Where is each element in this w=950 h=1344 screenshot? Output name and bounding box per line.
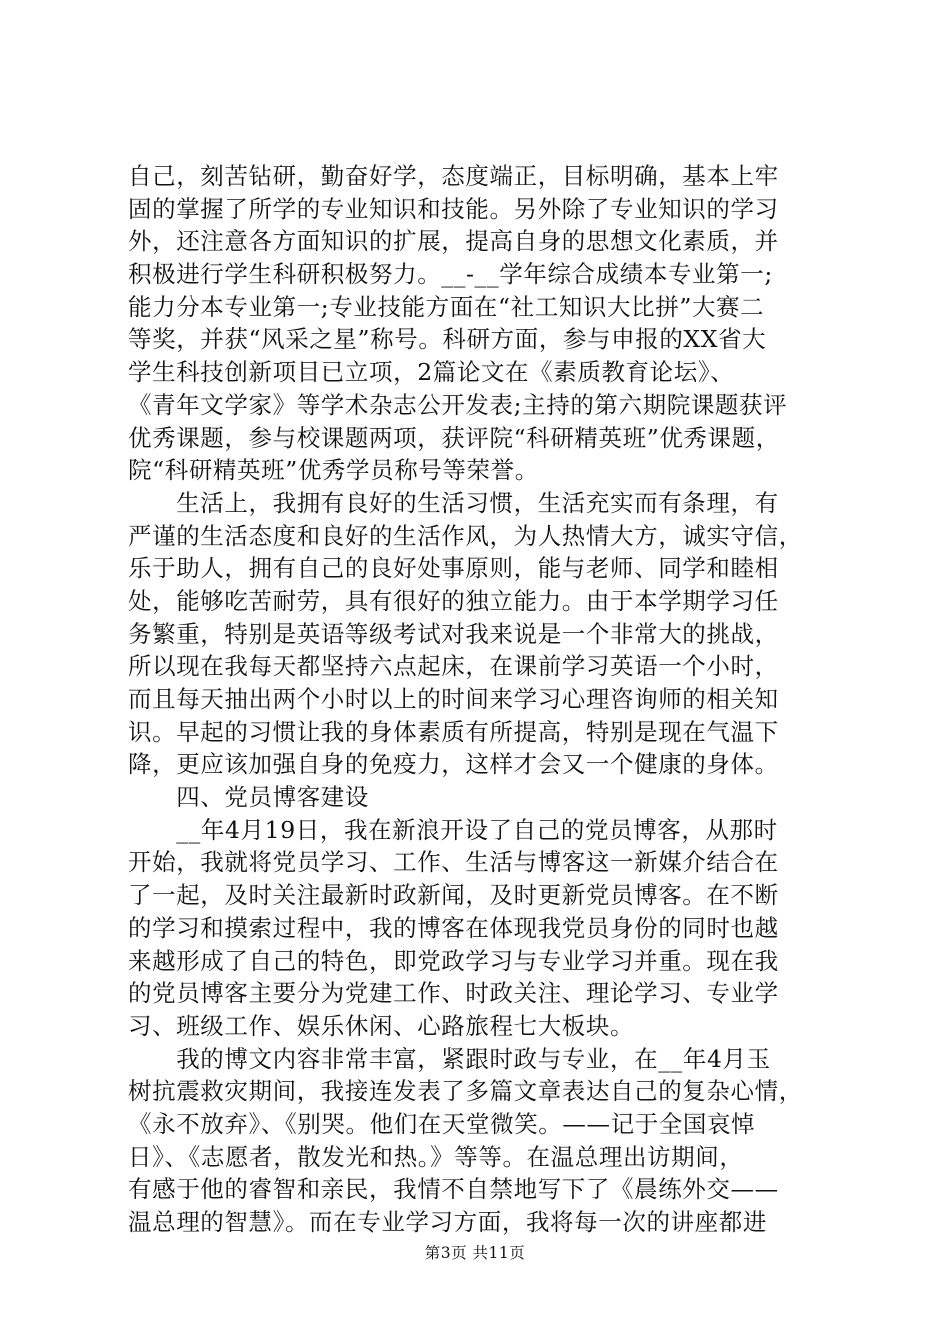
- text-line: 习、班级工作、娱乐休闲、心路旅程七大板块。: [128, 1011, 635, 1040]
- text-line: 来越形成了自己的特色，即党政学习与专业学习并重。现在我: [128, 946, 779, 975]
- text-line: 乐于助人，拥有自己的良好处事原则，能与老师、同学和睦相: [128, 554, 779, 583]
- text-line: 等奖，并获“风采之星”称号。科研方面，参与申报的XX省大: [128, 325, 767, 354]
- text-line: 自己，刻苦钻研，勤奋好学，态度端正，目标明确，基本上牢: [128, 162, 779, 190]
- text-line: 学生科技创新项目已立项，2篇论文在《素质教育论坛》、: [128, 358, 735, 387]
- text-line: 《青年文学家》等学术杂志公开发表;主持的第六期院课题获评: [128, 390, 788, 419]
- text-line: 有感于他的睿智和亲民，我情不自禁地写下了《晨练外交——: [128, 1175, 779, 1204]
- text-line: 固的掌握了所学的专业知识和技能。另外除了专业知识的学习: [128, 194, 779, 223]
- text-line: 树抗震救灾期间，我接连发表了多篇文章表达自己的复杂心情，: [128, 1077, 803, 1106]
- text-line: 的学习和摸索过程中，我的博客在体现我党员身份的同时也越: [128, 913, 779, 942]
- text-line: 外，还注意各方面知识的扩展，提高自身的思想文化素质，并: [128, 227, 779, 256]
- body-text: [128, 160, 840, 1239]
- text-line: 务繁重，特别是英语等级考试对我来说是一个非常大的挑战，: [128, 619, 779, 648]
- text-line: 识。早起的习惯让我的身体素质有所提高，特别是现在气温下: [128, 717, 779, 746]
- text-line: 日》、《志愿者，散发光和热。》等等。在温总理出访期间，: [128, 1142, 744, 1171]
- text-line: 处，能够吃苦耐劳，具有很好的独立能力。由于本学期学习任: [128, 586, 779, 615]
- text-line: 降，更应该加强自身的免疫力，这样才会又一个健康的身体。: [128, 750, 779, 779]
- text-line: 温总理的智慧》。而在专业学习方面，我将每一次的讲座都进: [128, 1208, 767, 1236]
- text-line: 院“科研精英班”优秀学员称号等荣誉。: [128, 456, 539, 485]
- text-line: 而且每天抽出两个小时以上的时间来学习心理咨询师的相关知: [128, 685, 779, 713]
- text-line: __年4月19日，我在新浪开设了自己的党员博客，从那时: [128, 815, 778, 844]
- text-line: 《永不放弃》、《别哭。他们在天堂微笑。——记于全国哀悼: [128, 1109, 756, 1138]
- text-line: 优秀课题，参与校课题两项，获评院“科研精英班”优秀课题，: [128, 423, 780, 452]
- text-line: 开始，我就将党员学习、工作、生活与博客这一新媒介结合在: [128, 848, 779, 877]
- text-line: 严谨的生活态度和良好的生活作风，为人热情大方，诚实守信，: [128, 521, 803, 550]
- text-line: 所以现在我每天都坚持六点起床，在课前学习英语一个小时，: [128, 652, 779, 681]
- text-line: 四、党员博客建设: [128, 783, 369, 812]
- text-line: 能力分本专业第一;专业技能方面在“社工知识大比拼”大赛二: [128, 292, 765, 321]
- text-line: 生活上，我拥有良好的生活习惯，生活充实而有条理，有: [128, 488, 779, 517]
- text-line: 了一起，及时关注最新时政新闻，及时更新党员博客。在不断: [128, 881, 779, 910]
- text-line: 积极进行学生科研积极努力。__-__学年综合成绩本专业第一;: [128, 260, 773, 289]
- page-footer: 第3页 共11页: [424, 1244, 526, 1262]
- text-line: 我的博文内容非常丰富，紧跟时政与专业，在__年4月玉: [128, 1044, 771, 1073]
- text-line: 的党员博客主要分为党建工作、时政关注、理论学习、专业学: [128, 979, 779, 1008]
